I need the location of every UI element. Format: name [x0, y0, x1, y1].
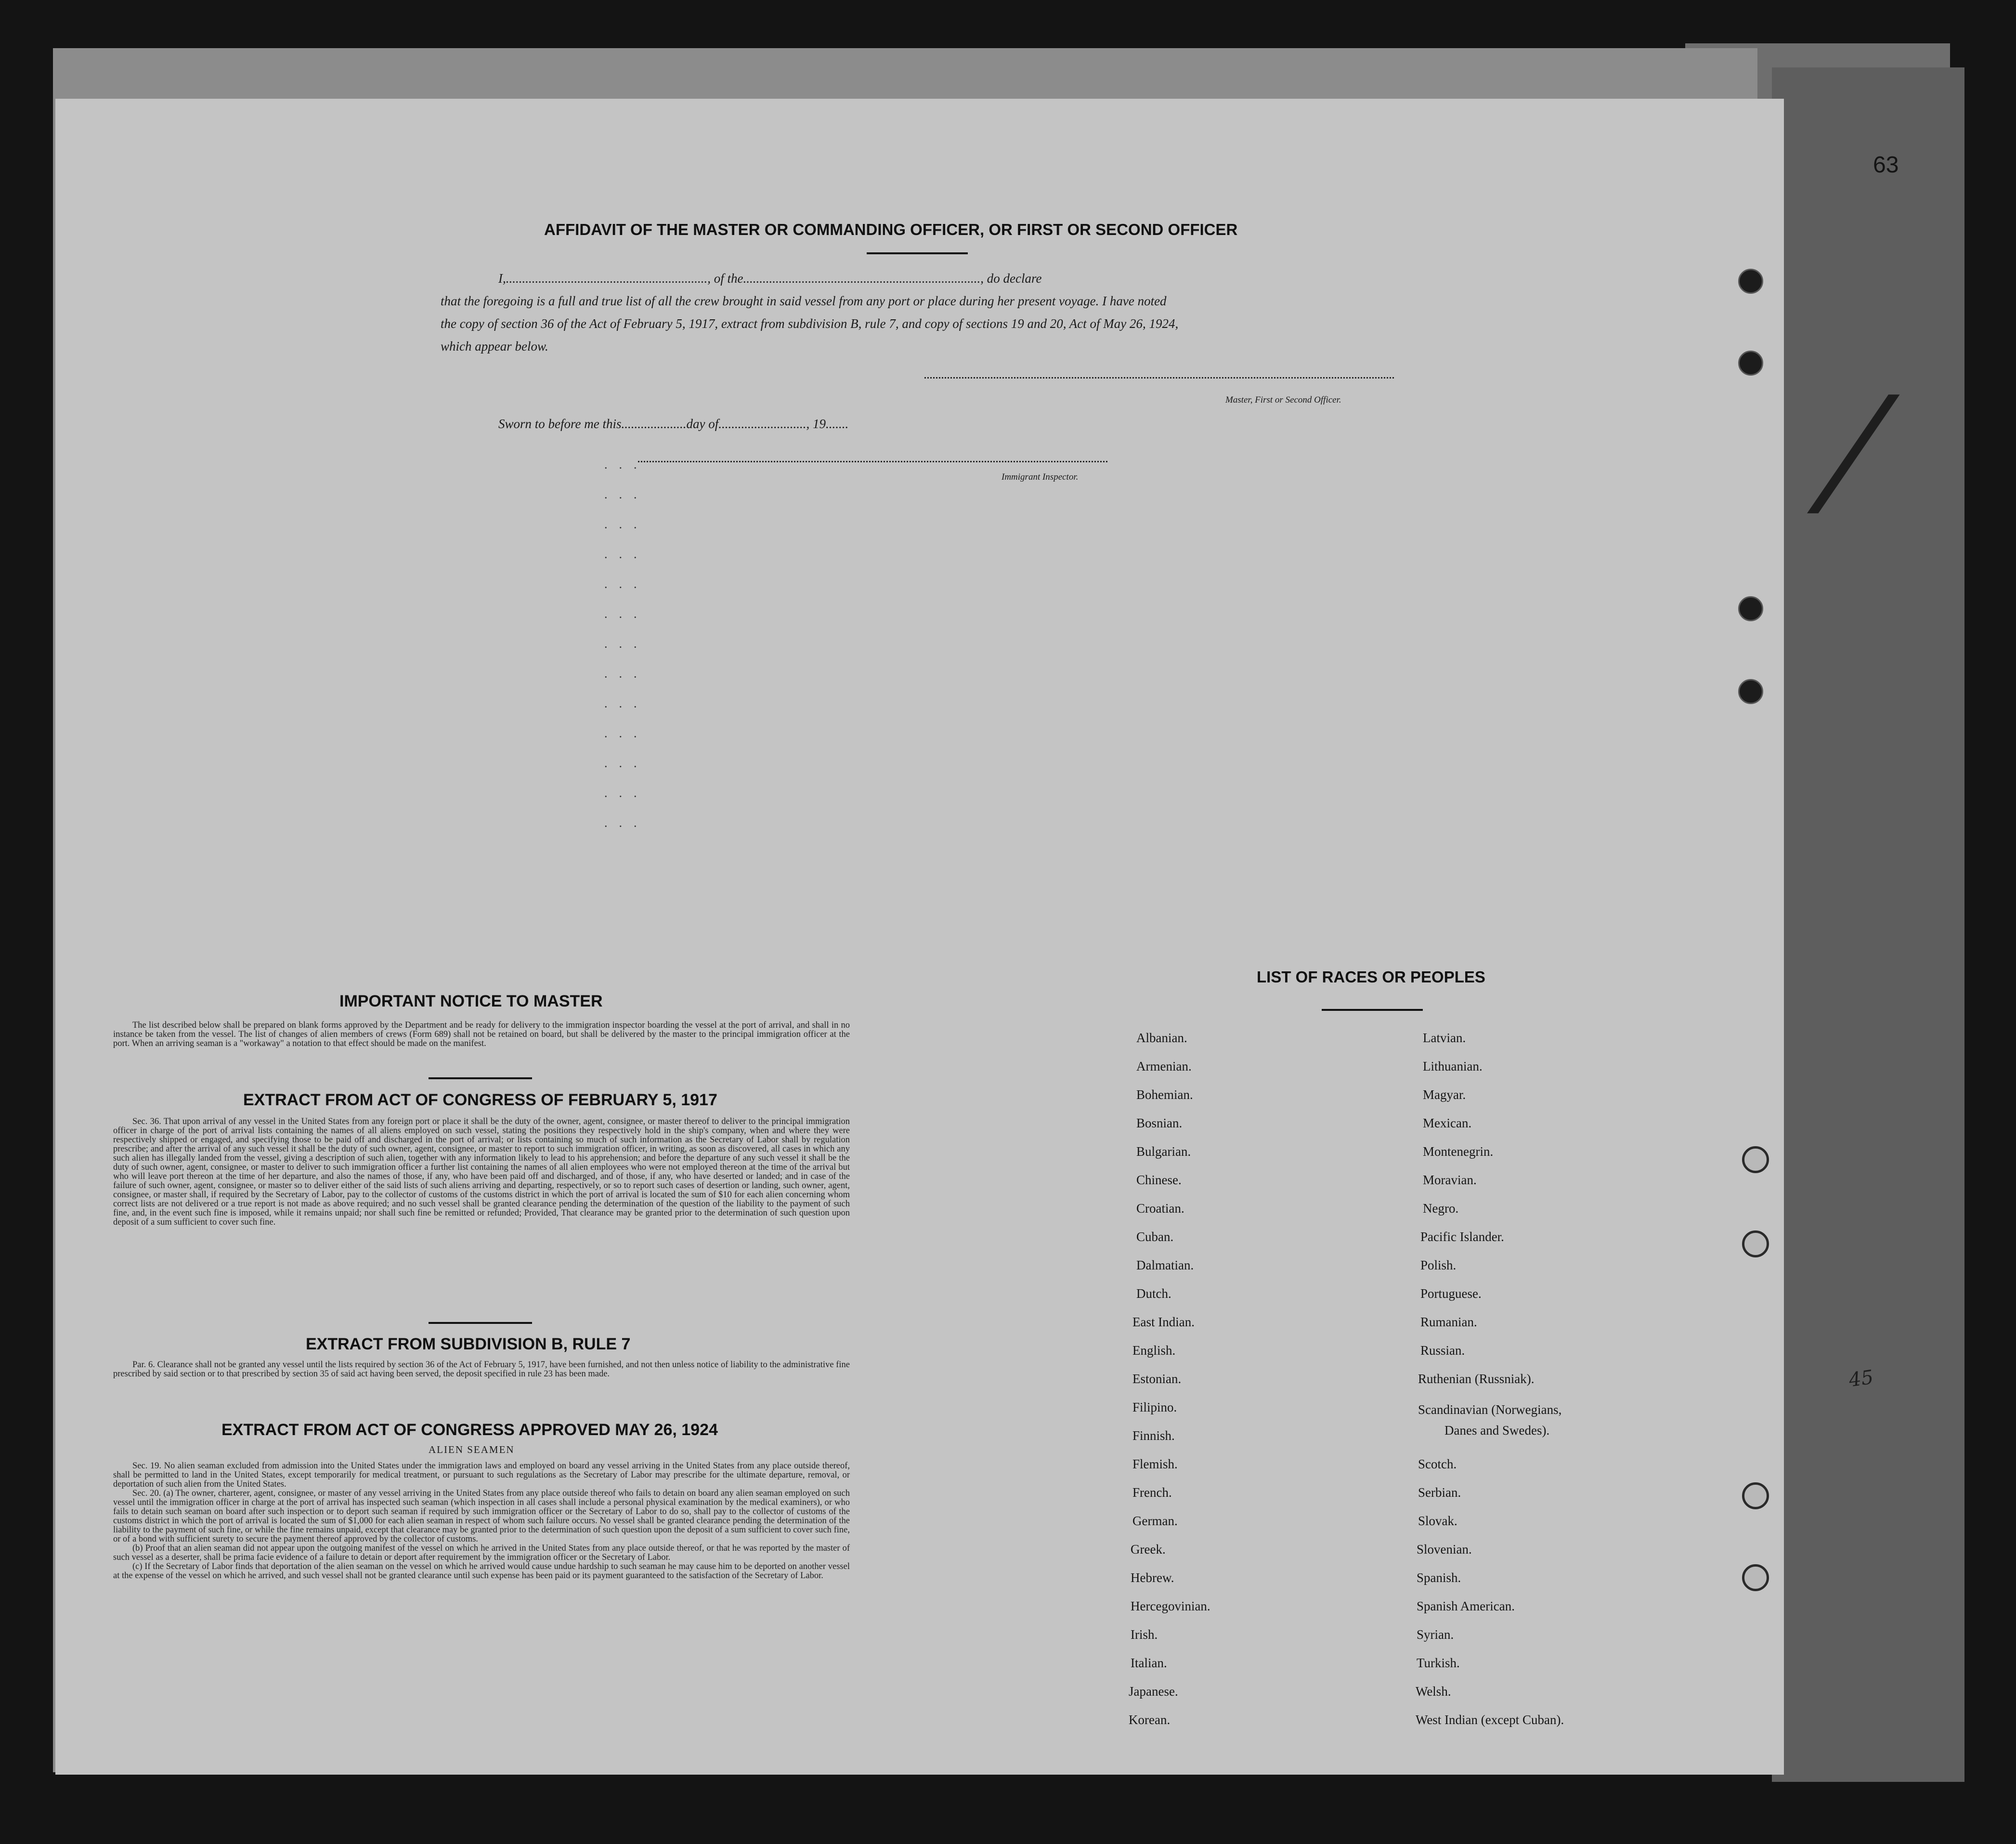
- affidavit-title: AFFIDAVIT OF THE MASTER OR COMMANDING OFFICER, OR FIRST OR SECOND OFFICER: [544, 221, 1238, 238]
- race-item: Negro.: [1423, 1201, 1459, 1216]
- race-item: Chinese.: [1136, 1173, 1182, 1187]
- affidavit-text: [441, 267, 1394, 358]
- race-item: French.: [1132, 1485, 1172, 1500]
- race-item: Estonian.: [1132, 1372, 1182, 1386]
- binder-hole-icon: [1742, 1146, 1769, 1173]
- race-item: Spanish.: [1417, 1570, 1461, 1585]
- race-item: Montenegrin.: [1423, 1144, 1494, 1159]
- extract-paragraph: Sec. 36. That upon arrival of any vessel in the United States from any foreign port or place it shall be the duty of the owner, agent, consignee, or master thereof to deliver to the principal immigration officer in charge of the port of arrival lists containing the names of all aliens employed on such vessel, stating the positions they respectively hold in the ship's company, when and where they were respectively shipped or engaged, and specifying those to be paid off and discharged in the port of arrival; or lists containing so much of such information as the Secretary of Labor shall by regulation prescribe; and after the arrival of any such vessel it shall be the duty of such owner, agent, consignee, or master to report to such immigration officer, in writing, as soon as discovered, all cases in which any such alien has illegally landed from the vessel, giving a description of such alien, together with any information likely to lead to his apprehension; and before the departure of any such vessel it shall be the duty of such owner, agent, consignee, or master to deliver to such immigration officer a further list containing the names of all alien employees who were not employed thereon at the time of the arrival but who will leave port thereon at the time of her departure, and also the names of those, if any, who have been paid off and discharged, and of those, if any, who have deserted or landed; and in case of the failure of such owner, agent, consignee, or master so to deliver either of the said lists of such aliens arriving and departing, respectively, or so to report such cases of desertion or landing, such owner, agent, consignee, or master shall, if required by the Secretary of Labor, pay to the collector of customs of the customs district in which the port of arrival is located the sum of $10 for each alien concerning whom correct lists are not delivered or a true report is not made as above required; and no such vessel shall be granted clearance pending the determination of the question of the liability to the payment of such fine, and, in the event such fine is imposed, while it remains unpaid; nor shall such fine be remitted or refunded; Provided, That clearance may be granted prior to the determination of such question upon deposit of a sum sufficient to cover such fine.: [113, 1117, 850, 1227]
- affidavit-line: which appear below.: [441, 339, 548, 353]
- race-item: Italian.: [1131, 1656, 1167, 1670]
- race-item: Moravian.: [1423, 1173, 1477, 1187]
- race-item: Armenian.: [1136, 1059, 1192, 1073]
- race-item: Serbian.: [1418, 1485, 1461, 1500]
- race-item: English.: [1132, 1343, 1176, 1358]
- affidavit-line: that the foregoing is a full and true list of all the crew brought in said vessel from any port or place during her present voyage. I have noted: [441, 294, 1167, 308]
- race-item: Rumanian.: [1420, 1315, 1477, 1329]
- extract-paragraph: Par. 6. Clearance shall not be granted any vessel until the lists required by section 36 of the Act of February 5, 1917, have been furnished, and not then unless notice of liability to the administrative fine prescribed by said section or to that prescribed by section 35 of said act having been served, the deposit specified in rule 23 has been made.: [113, 1360, 850, 1379]
- notice-title: IMPORTANT NOTICE TO MASTER: [339, 992, 603, 1010]
- binder-hole-icon: [1738, 679, 1763, 704]
- race-item: West Indian (except Cuban).: [1416, 1713, 1564, 1727]
- race-item: Ruthenian (Russniak).: [1418, 1372, 1535, 1386]
- race-item: Croatian.: [1136, 1201, 1184, 1216]
- extract-1917-text: [113, 1117, 850, 1227]
- race-item: Magyar.: [1423, 1087, 1466, 1102]
- race-item: Irish.: [1131, 1627, 1158, 1642]
- inspector-signature-line: [638, 461, 1107, 462]
- race-item: Bohemian.: [1136, 1087, 1193, 1102]
- race-item: Cuban.: [1136, 1229, 1174, 1244]
- extract-paragraph: (c) If the Secretary of Labor finds that deportation of the alien seaman on the vessel on which he arrived would cause undue hardship to such seaman he may cause him to be deported on another vessel at the expense of the vessel on which he arrived, and such vessel shall not be granted clearance until such expense has been paid or its payment guaranteed to the satisfaction of the Secretary of Labor.: [113, 1562, 850, 1581]
- race-item: Hebrew.: [1131, 1570, 1174, 1585]
- extract-rule7-text: [113, 1360, 850, 1379]
- page-number: 63: [1873, 152, 1899, 178]
- race-item: Albanian.: [1136, 1031, 1187, 1045]
- race-item: Scandinavian (Norwegians,: [1418, 1402, 1562, 1417]
- race-item: Bosnian.: [1136, 1116, 1183, 1130]
- race-item: Pacific Islander.: [1420, 1229, 1504, 1244]
- race-item: Russian.: [1420, 1343, 1465, 1358]
- race-item: Polish.: [1420, 1258, 1457, 1272]
- race-item: Turkish.: [1417, 1656, 1460, 1670]
- extract-1917-title: EXTRACT FROM ACT OF CONGRESS OF FEBRUARY 5, 1917: [243, 1091, 717, 1109]
- title-divider: [867, 252, 968, 254]
- race-item: Spanish American.: [1417, 1599, 1515, 1613]
- extract-1924-subtitle: ALIEN SEAMEN: [429, 1444, 515, 1455]
- races-title-divider: [1322, 1009, 1423, 1011]
- signature-label: Master, First or Second Officer.: [1225, 395, 1341, 405]
- affidavit-line: I,.............................................................., of the........................................................................., do declare: [498, 271, 1042, 286]
- background-sheet-dark: [1772, 67, 1964, 1782]
- race-item: Filipino.: [1132, 1400, 1177, 1414]
- race-item: Dutch.: [1136, 1286, 1171, 1301]
- section-divider: [429, 1077, 532, 1079]
- affidavit-line: the copy of section 36 of the Act of February 5, 1917, extract from subdivision B, rule 7, and copy of sections 19 and 20, Act of May 26, 1924,: [441, 316, 1179, 331]
- extract-rule7-title: EXTRACT FROM SUBDIVISION B, RULE 7: [306, 1335, 631, 1353]
- extract-paragraph: Sec. 19. No alien seaman excluded from admission into the United States under the immigration laws and employed on board any vessel arriving in the United States from any place outside thereof, shall be permitted to land in the United States, except temporarily for medical treatment, or pursuant to such regulations as the Secretary of Labor may prescribe for the ultimate departure, removal, or deportation of such alien from the United States.: [113, 1461, 850, 1489]
- race-item: Scotch.: [1418, 1457, 1457, 1471]
- race-item: Flemish.: [1132, 1457, 1178, 1471]
- race-item: East Indian.: [1132, 1315, 1195, 1329]
- inspector-label: Immigrant Inspector.: [1001, 472, 1079, 482]
- dot-marks: ... ... ... ... ... ... ... ... ... ... ... ... ...: [604, 458, 649, 830]
- race-item: Hercegovinian.: [1131, 1599, 1210, 1613]
- race-item: German.: [1132, 1514, 1178, 1528]
- binder-hole-icon: [1738, 596, 1763, 621]
- race-item: Greek.: [1131, 1542, 1166, 1556]
- race-item: Bulgarian.: [1136, 1144, 1191, 1159]
- race-item: Japanese.: [1129, 1684, 1178, 1699]
- binder-hole-icon: [1742, 1482, 1769, 1509]
- extract-1924-title: EXTRACT FROM ACT OF CONGRESS APPROVED MAY 26, 1924: [221, 1421, 718, 1439]
- race-item: Finnish.: [1132, 1428, 1175, 1443]
- binder-hole-icon: [1738, 351, 1763, 376]
- race-item: Latvian.: [1423, 1031, 1466, 1045]
- binder-hole-icon: [1742, 1230, 1769, 1257]
- race-item: Welsh.: [1416, 1684, 1451, 1699]
- race-item: Lithuanian.: [1423, 1059, 1483, 1073]
- race-item: Syrian.: [1417, 1627, 1454, 1642]
- binder-hole-icon: [1738, 269, 1763, 294]
- race-item: Slovenian.: [1417, 1542, 1472, 1556]
- extract-paragraph: Sec. 20. (a) The owner, charterer, agent, consignee, or master of any vessel arriving in the United States from any place outside thereof who fails to detain on board any alien seaman employed on such vessel until the immigration officer in charge at the port of arrival has inspected such seaman (which inspection in all cases shall include a personal physical examination by the medical examiners), or who fails to detain such seaman on board after such inspection or to deport such seaman if required by such immigration officer or the Secretary of Labor to do so, shall pay to the collector of customs of the customs district in which the port of arrival is located the sum of $1,000 for each alien seaman in respect of whom such failure occurs. No vessel shall be granted clearance pending the determination of the liability to the payment of such fine, or while the fine remains unpaid, except that clearance may be granted prior to the determination of such question upon the deposit of a sum sufficient to cover such fine, or of a bond with sufficient surety to secure the payment thereof approved by the collector of customs.: [113, 1489, 850, 1544]
- race-item: Dalmatian.: [1136, 1258, 1194, 1272]
- handwritten-mark: /: [1815, 366, 1893, 534]
- race-item: Danes and Swedes).: [1444, 1423, 1550, 1438]
- section-divider: [429, 1322, 532, 1324]
- master-signature-line: [924, 377, 1394, 379]
- handwritten-mark: 45: [1847, 1366, 1875, 1392]
- race-item: Portuguese.: [1420, 1286, 1482, 1301]
- sworn-statement: Sworn to before me this....................day of..........................., 19.......: [498, 417, 849, 431]
- binder-hole-icon: [1742, 1564, 1769, 1591]
- extract-paragraph: (b) Proof that an alien seaman did not appear upon the outgoing manifest of the vessel on which he arrived in the United States from any place outside thereof, or that he was reported by the master of such vessel as a deserter, shall be prima facie evidence of a failure to detain or deport after requirement by the immigration officer or the Secretary of Labor.: [113, 1543, 850, 1562]
- race-item: Korean.: [1129, 1713, 1171, 1727]
- race-item: Slovak.: [1418, 1514, 1457, 1528]
- extract-1924-text: [113, 1462, 850, 1581]
- races-title: LIST OF RACES OR PEOPLES: [1257, 968, 1485, 986]
- notice-paragraph: The list described below shall be prepared on blank forms approved by the Department and be ready for delivery to the immigration inspector boarding the vessel at the port of arrival, and shall in no instance be taken from the vessel. The list of changes of alien members of crews (Form 689) shall not be retained on board, but shall be delivered by the master to the principal immigration officer at the port. When an arriving seaman is a "workaway" a notation to that effect should be made on the manifest.: [113, 1020, 850, 1048]
- notice-text: [113, 1021, 850, 1048]
- race-item: Mexican.: [1423, 1116, 1472, 1130]
